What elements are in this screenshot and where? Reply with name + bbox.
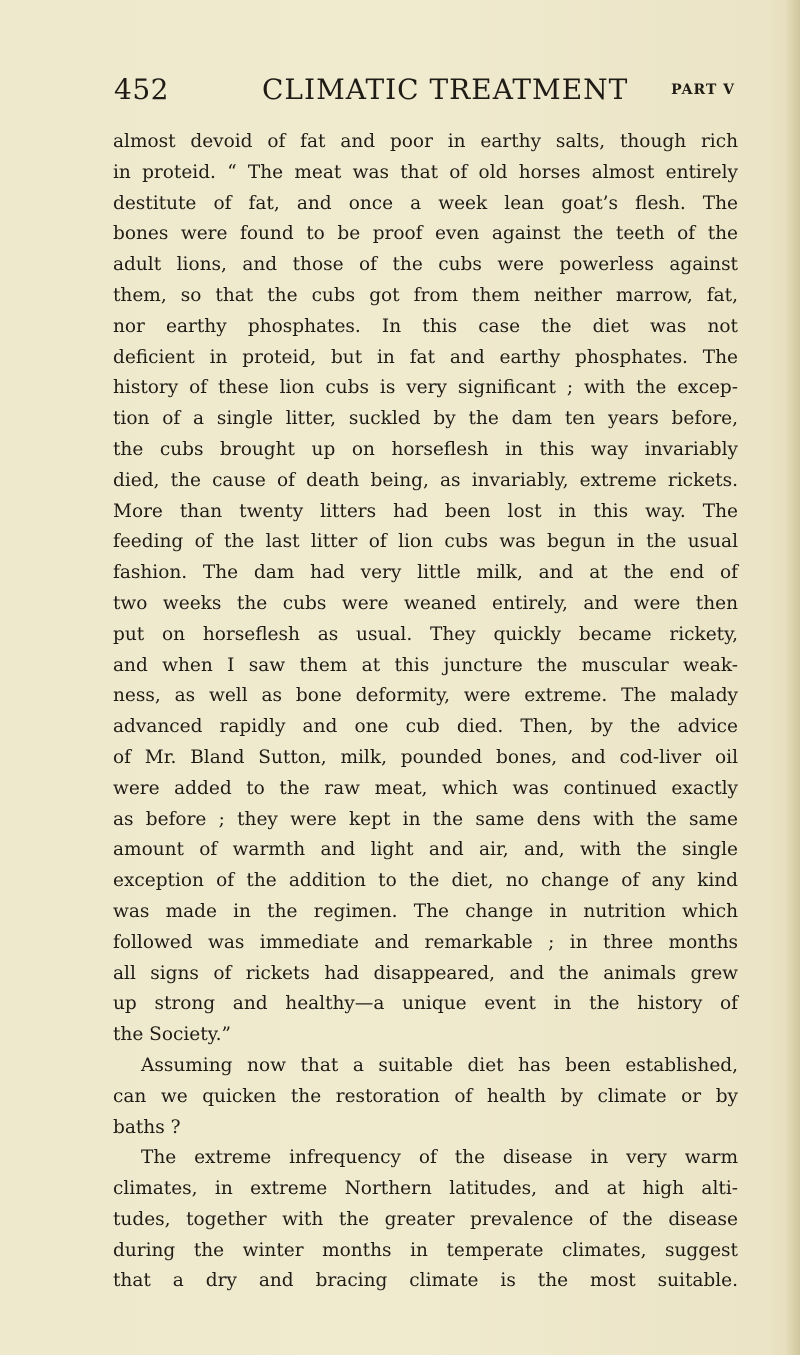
text-line: was made in the regimen. The change in nutrition which bbox=[113, 900, 738, 922]
text-line: adult lions, and those of the cubs were powerless against bbox=[113, 254, 738, 276]
text-line: amount of warmth and light and air, and, with the single bbox=[113, 839, 738, 861]
text-line: were added to the raw meat, which was continued exactly bbox=[113, 777, 738, 799]
text-line: as before ; they were kept in the same dens with the same bbox=[113, 808, 738, 830]
text-line: the Society.” bbox=[113, 1024, 231, 1046]
text-line: nor earthy phosphates. In this case the diet was not bbox=[113, 315, 738, 337]
text-line: More than twenty litters had been lost in this way. The bbox=[113, 500, 738, 522]
part-label: PART V bbox=[671, 82, 735, 98]
text-line: that a dry and bracing climate is the most suitable. bbox=[113, 1270, 738, 1292]
text-line: bones were found to be proof even against the teeth of the bbox=[113, 223, 738, 245]
body-text bbox=[113, 127, 738, 1297]
text-line: destitute of fat, and once a week lean goat’s flesh. The bbox=[113, 192, 738, 214]
text-line: feeding of the last litter of lion cubs was begun in the usual bbox=[113, 531, 738, 553]
text-line: the cubs brought up on horseflesh in this way invariably bbox=[113, 438, 738, 460]
page-edge-shadow bbox=[786, 0, 800, 1355]
text-line: deficient in proteid, but in fat and earthy phosphates. The bbox=[113, 346, 738, 368]
text-line: up strong and healthy—a unique event in the history of bbox=[113, 993, 738, 1015]
text-line: Assuming now that a suitable diet has been established, bbox=[141, 1054, 738, 1076]
text-line: put on horseflesh as usual. They quickly became rickety, bbox=[113, 623, 738, 645]
text-line: them, so that the cubs got from them neither marrow, fat, bbox=[113, 284, 738, 306]
text-line: two weeks the cubs were weaned entirely, and were then bbox=[113, 592, 738, 614]
text-line: baths ? bbox=[113, 1116, 181, 1138]
text-line: ness, as well as bone deformity, were extreme. The malady bbox=[113, 685, 738, 707]
page-number: 452 bbox=[114, 73, 169, 106]
text-line: all signs of rickets had disappeared, and the animals grew bbox=[113, 962, 738, 984]
text-line: history of these lion cubs is very significant ; with the excep- bbox=[113, 377, 738, 399]
text-line: The extreme infrequency of the disease in very warm bbox=[141, 1147, 738, 1169]
text-line: advanced rapidly and one cub died. Then, by the advice bbox=[113, 716, 738, 738]
text-line: and when I saw them at this juncture the muscular weak- bbox=[113, 654, 738, 676]
text-line: almost devoid of fat and poor in earthy salts, though rich bbox=[113, 131, 738, 152]
running-header bbox=[114, 72, 735, 112]
text-line: in proteid. “ The meat was that of old horses almost entirely bbox=[113, 161, 738, 183]
text-line: climates, in extreme Northern latitudes, and at high alti- bbox=[113, 1178, 738, 1200]
text-line: can we quicken the restoration of health by climate or by bbox=[113, 1085, 738, 1107]
text-line: tudes, together with the greater prevalence of the disease bbox=[113, 1208, 738, 1230]
text-line: of Mr. Bland Sutton, milk, pounded bones, and cod-liver oil bbox=[113, 746, 738, 768]
text-line: followed was immediate and remarkable ; in three months bbox=[113, 931, 738, 953]
running-title: CLIMATIC TREATMENT bbox=[262, 73, 629, 106]
text-line: died, the cause of death being, as invariably, extreme rickets. bbox=[113, 469, 738, 491]
text-line: during the winter months in temperate climates, suggest bbox=[113, 1239, 738, 1261]
text-line: fashion. The dam had very little milk, and at the end of bbox=[113, 562, 738, 584]
text-line: exception of the addition to the diet, no change of any kind bbox=[113, 870, 738, 892]
text-line: tion of a single litter, suckled by the dam ten years before, bbox=[113, 408, 738, 430]
